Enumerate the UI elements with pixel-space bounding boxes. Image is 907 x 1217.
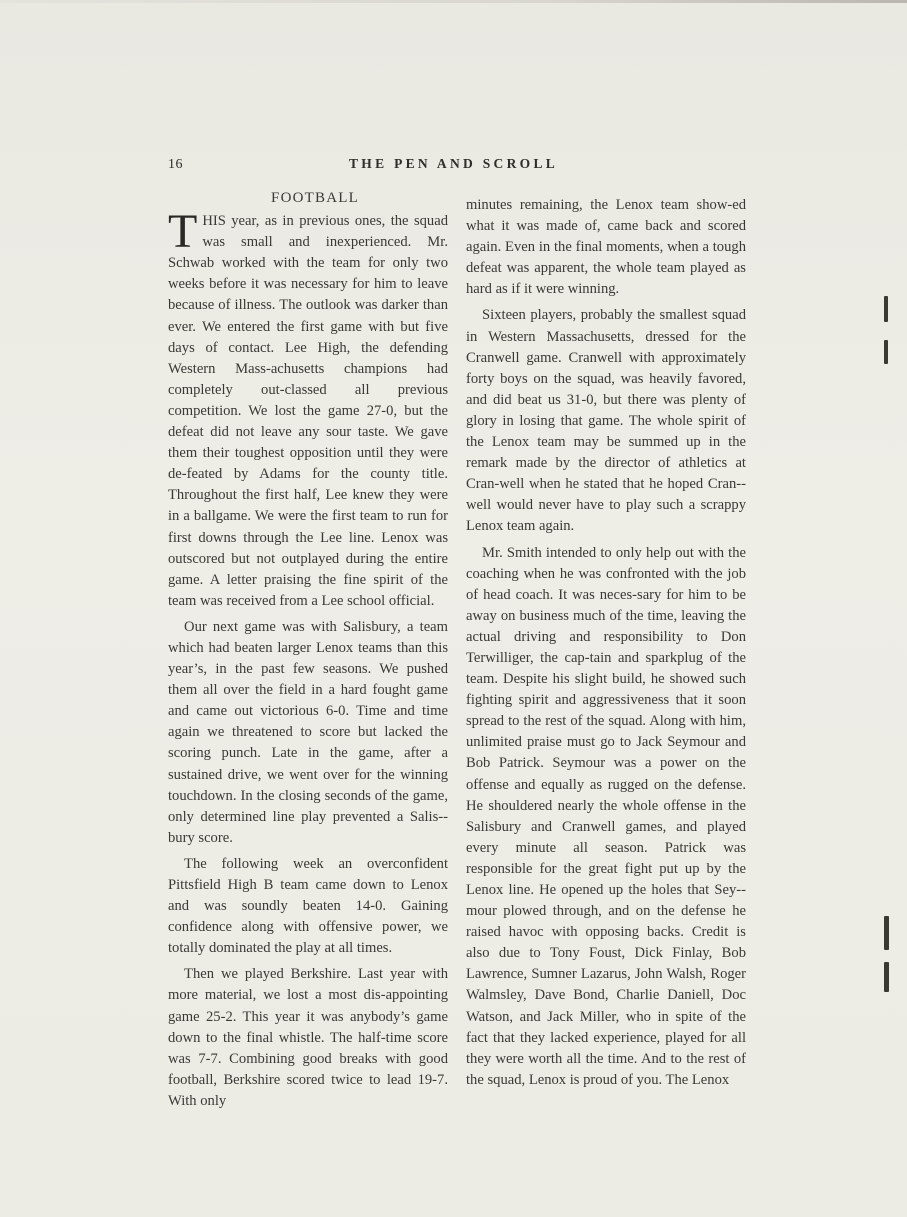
paragraph-4: Then we played Berkshire. Last year with more material, we lost a most dis-appointing game 25-2. This year it was anybody’s game down to the final whistle. The half-time score was 7-7. Combining good breaks with good football, Berkshire scored twice to lead 19-7. With only [168,966,448,1109]
page-number: 16 [168,157,183,172]
binding-mark-2 [884,340,888,364]
binding-mark-1 [884,296,888,322]
paragraph-5: minutes remaining, the Lenox team show-ed what it was made of, came back and scored again. Even in the final moments, when a tough defeat was apparent, the whole team played as hard as if it were winning. [466,197,746,298]
running-title: THE PEN AND SCROLL [349,156,559,171]
paragraph-1 [168,205,448,612]
binding-mark-4 [884,962,889,992]
paragraph-6: Sixteen players, probably the smallest squad in Western Massachusetts, dressed for the Cranwell game. Cranwell with approximately forty boys on the squad, was heavily favored, and did beat us 31-0, but there was plenty of glory in losing that game. The whole spirit of the Lenox team may be summed up in the remark made by the director of athletics at Cran-well when he stated that he hoped Cran-well would never have to play such a scrappy Lenox team again. [466,307,746,535]
page-top-edge [0,0,907,3]
paragraph-3: The following week an overconfident Pittsfield High B team came down to Lenox and was soundly beaten 14-0. Gaining confidence along with offensive power, we totally dominated the play at all times. [168,855,448,957]
article-heading: FOOTBALL [271,190,359,206]
right-column [466,195,746,1096]
paragraph-1-text: HIS year, as in previous ones, the squad was small and inexperienced. Mr. Schwab worked with the team for only two weeks before it was necessary for him to leave because of illness. The outlook was darker than ever. We entered the first game with but five days of contact. Lee High, the defending Western Mass-achusetts champions had completely out-classed all previous competition. We lost the game 27-0, but the defeat did not leave any sour taste. We gave them their toughest opposition until they were de-feated by Adams for the county title. Throughout the first half, Lee knew they were in a ballgame. We were the first team to run for first downs through the Lee line. Lenox was outscored but not outplayed during the entire game. A letter praising the fine spirit of the team was received from a Lee school official. [168,213,448,609]
binding-mark-3 [884,916,889,950]
left-column [168,188,448,1117]
paragraph-7: Mr. Smith intended to only help out with the coaching when he was confronted with the job of head coach. It was neces-sary for him to be away on business much of the time, leaving the actual driving and responsibility to Don Terwilliger, the cap-tain and sparkplug of the team. Despite his slight build, he showed such fighting spirit and aggressiveness that it soon spread to the rest of the squad. Along with him, unlimited praise must go to Jack Seymour and Bob Patrick. Seymour was a power on the offense and equally as rugged on the defense. He shouldered nearly the whole offense in the Salisbury and Cranwell games, and played every minute all season. Patrick was responsible for the great fight put up by the Lenox line. He opened up the holes that Sey-mour plowed through, and on the defense he raised havoc with opposing backs. Credit is also due to Tony Foust, Dick Finlay, Bob Lawrence, Sumner Lazarus, John Walsh, Roger Walmsley, Dave Bond, Charlie Daniell, Doc Watson, and Jack Miller, who in spite of the fact that they lacked experience, played for all they were worth all the time. And to the rest of the squad, Lenox is proud of you. The Lenox [466,544,746,1088]
drop-cap: T [168,205,198,259]
paragraph-2: Our next game was with Salisbury, a team which had beaten larger Lenox teams than this year’s, in the past few seasons. We pushed them all over the field in a hard fought game and came out victorious 6-0. Time and time again we threatened to score but lacked the scoring punch. Late in the game, after a sustained drive, we went over for the winning touchdown. In the closing seconds of the game, only determined line play prevented a Salis-bury score. [168,618,448,846]
